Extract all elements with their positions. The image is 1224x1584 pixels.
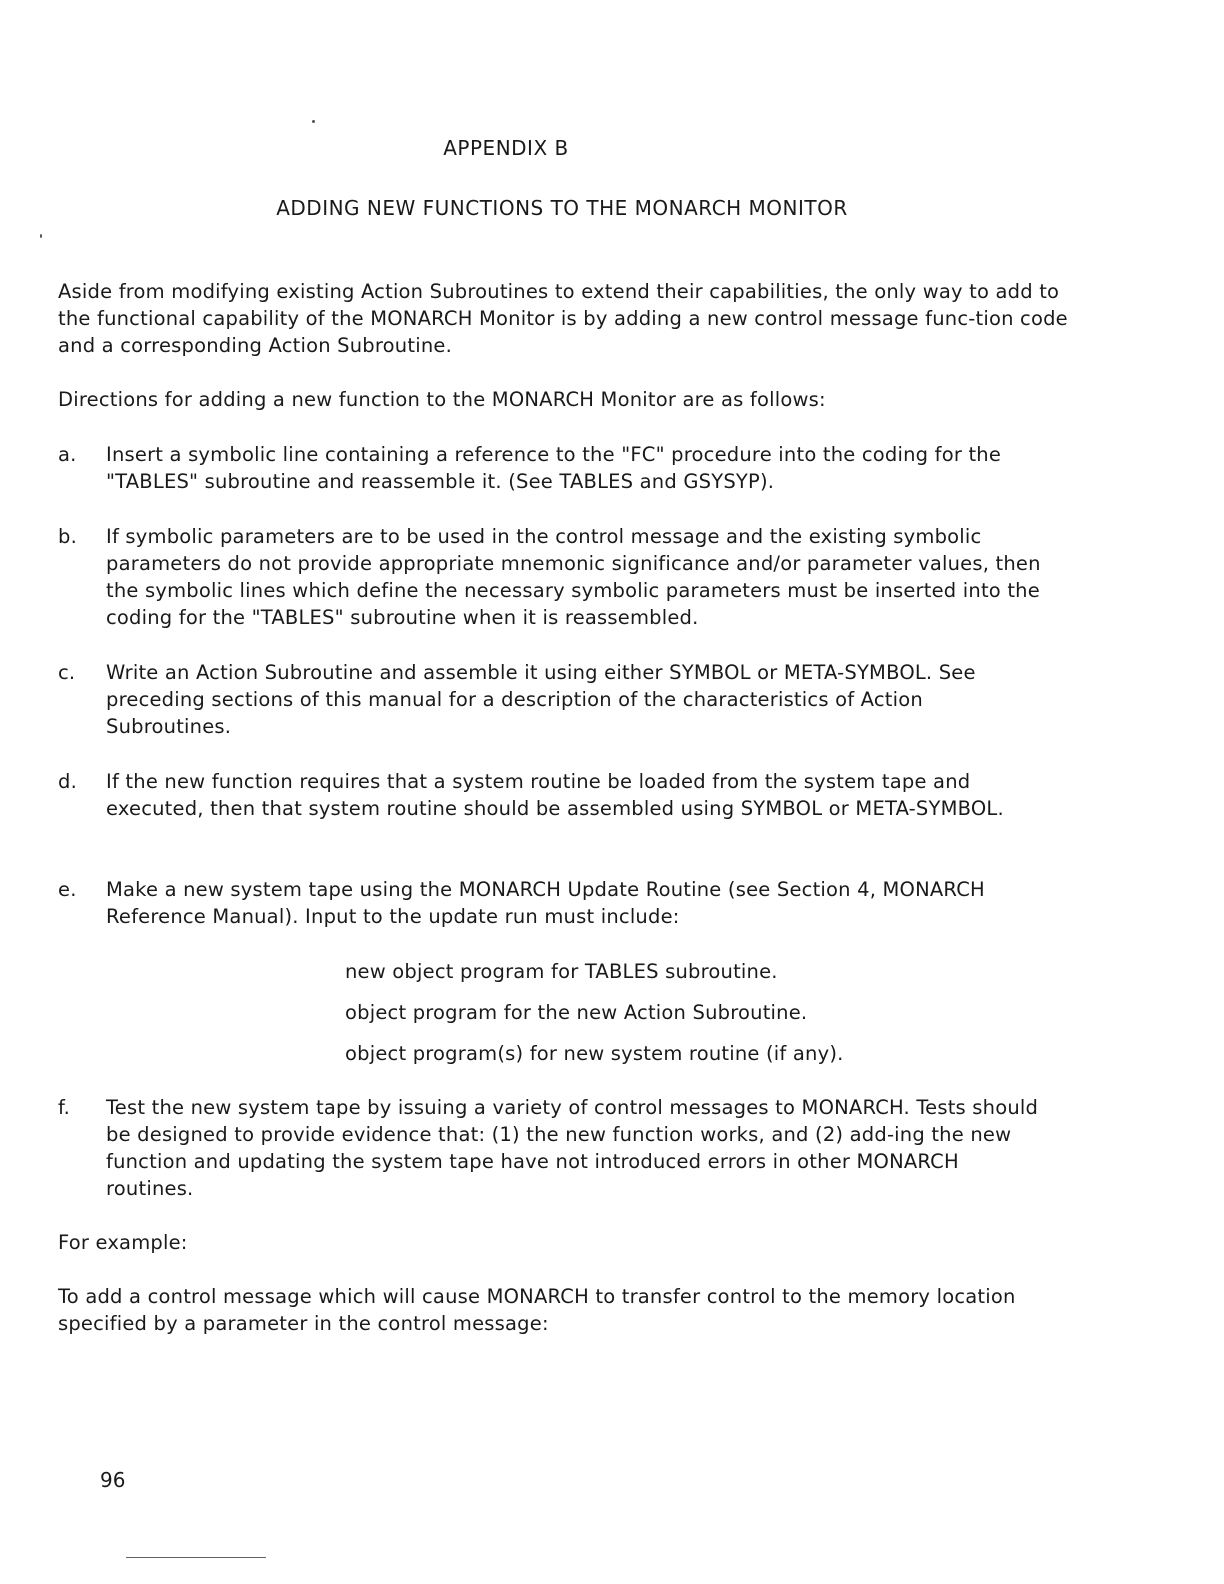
list-item-label: d. — [58, 770, 77, 793]
intro-paragraph: Aside from modifying existing Action Subroutines to extend their capabilities, the only way to add to the functional capability of the MONARCH Monitor is by adding a new control message func-tion code and a corresponding Action Subroutine. — [58, 280, 1068, 357]
list-item-text: Insert a symbolic line containing a reference to the "FC" procedure into the coding for the "TABLES" subroutine and reassemble it. (See TABLES and GSYSYP). — [106, 443, 1002, 493]
scan-speck — [40, 234, 42, 238]
scan-speck — [312, 120, 315, 123]
directions-intro: Directions for adding a new function to the MONARCH Monitor are as follows: — [58, 388, 826, 411]
list-item-label: e. — [58, 878, 77, 901]
update-input-line: object program for the new Action Subroutine. — [345, 1001, 808, 1024]
list-item-text: Write an Action Subroutine and assemble it using either SYMBOL or META-SYMBOL. See preceding sections of this manual for a description of the characteristics of Action Subroutines. — [106, 661, 976, 738]
footer-rule — [126, 1557, 266, 1558]
appendix-label: APPENDIX B — [443, 136, 569, 160]
list-item-text: If the new function requires that a system routine be loaded from the system tape and executed, then that system routine should be assembled using SYMBOL or META-SYMBOL. — [106, 770, 1004, 820]
list-item-label: c. — [58, 661, 76, 684]
list-item-text: Test the new system tape by issuing a variety of control messages to MONARCH. Tests should be designed to provide evidence that: (1) the new function works, and (2) add-ing the new function and updating the system tape have not introduced errors in other MONARCH routines. — [106, 1096, 1039, 1200]
list-item-label: b. — [58, 525, 77, 548]
page-number: 96 — [100, 1468, 126, 1492]
update-input-line: object program(s) for new system routine (if any). — [345, 1042, 844, 1065]
list-item-label: a. — [58, 443, 77, 466]
for-example-label: For example: — [58, 1231, 188, 1254]
page-title: ADDING NEW FUNCTIONS TO THE MONARCH MONITOR — [276, 196, 848, 220]
update-input-line: new object program for TABLES subroutine. — [345, 960, 778, 983]
list-item-text: If symbolic parameters are to be used in the control message and the existing symbolic parameters do not provide appropriate mnemonic significance and/or parameter values, then the symbolic lines which define the necessary symbolic parameters must be inserted into the coding for the "TABLES" subroutine when it is reassembled. — [106, 525, 1041, 629]
list-item-text: Make a new system tape using the MONARCH Update Routine (see Section 4, MONARCH Reference Manual). Input to the update run must include: — [106, 878, 985, 928]
example-paragraph: To add a control message which will cause MONARCH to transfer control to the memory location specified by a parameter in the control message: — [58, 1285, 1016, 1335]
list-item-label: f. — [58, 1096, 71, 1119]
